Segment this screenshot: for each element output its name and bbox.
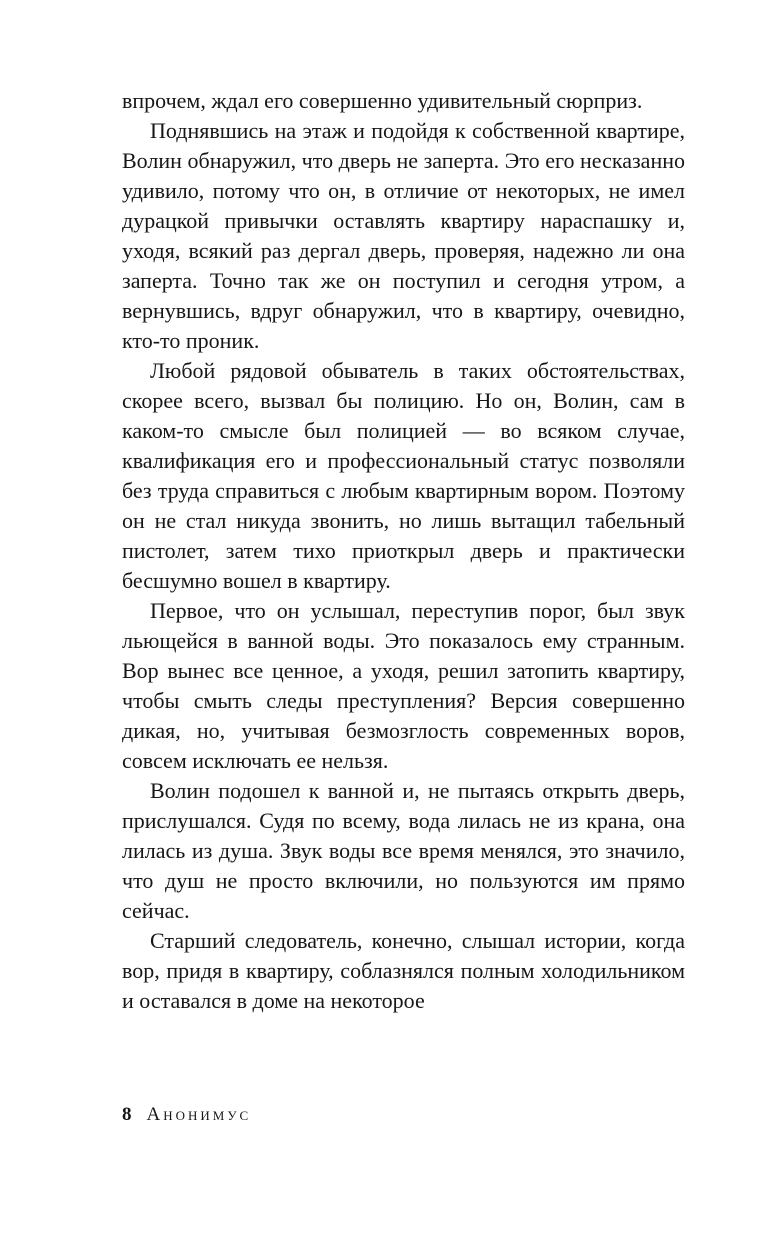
paragraph: Первое, что он услышал, переступив порог, был звук льющейся в ванной воды. Это показалось ему странным. Вор вынес все ценное, а уходя, решил затопить квартиру, чтобы смыть следы преступления? Версия совершенно дикая, но, учитывая безмозглость современных воров, совсем исключать ее нельзя. bbox=[122, 598, 685, 773]
paragraph: впрочем, ждал его совершенно удивительный сюрприз. bbox=[122, 88, 643, 113]
paragraph: Поднявшись на этаж и подойдя к собственной квартире, Волин обнаружил, что дверь не заперта. Это его несказанно удивило, потому что он, в отличие от некоторых, не имел дурацкой привычки оставлять квартиру нараспашку и, уходя, всякий раз дергал дверь, проверяя, надежно ли она заперта. Точно так же он поступил и сегодня утром, а вернувшись, вдруг обнаружил, что в квартиру, очевидно, кто-то проник. bbox=[122, 118, 685, 353]
paragraph: Старший следователь, конечно, слышал истории, когда вор, придя в квартиру, соблазнялся полным холодильником и оставался в доме на некоторое bbox=[122, 928, 685, 1013]
paragraph: Любой рядовой обыватель в таких обстоятельствах, скорее всего, вызвал бы полицию. Но он, Волин, сам в каком-то смысле был полицией — во всяком случае, квалификация его и профессиональный статус позволяли без труда справиться с любым квартирным вором. Поэтому он не стал никуда звонить, но лишь вытащил табельный пистолет, затем тихо приоткрыл дверь и практически бесшумно вошел в квартиру. bbox=[122, 358, 685, 593]
text-block bbox=[122, 86, 685, 1016]
page-footer bbox=[122, 1104, 685, 1126]
running-title: Анонимус bbox=[146, 1104, 252, 1125]
page-number: 8 bbox=[122, 1104, 132, 1125]
paragraph: Волин подошел к ванной и, не пытаясь открыть дверь, прислушался. Судя по всему, вода лилась не из крана, она лилась из душа. Звук воды все время менялся, это значило, что душ не просто включили, но пользуются им прямо сейчас. bbox=[122, 778, 685, 923]
